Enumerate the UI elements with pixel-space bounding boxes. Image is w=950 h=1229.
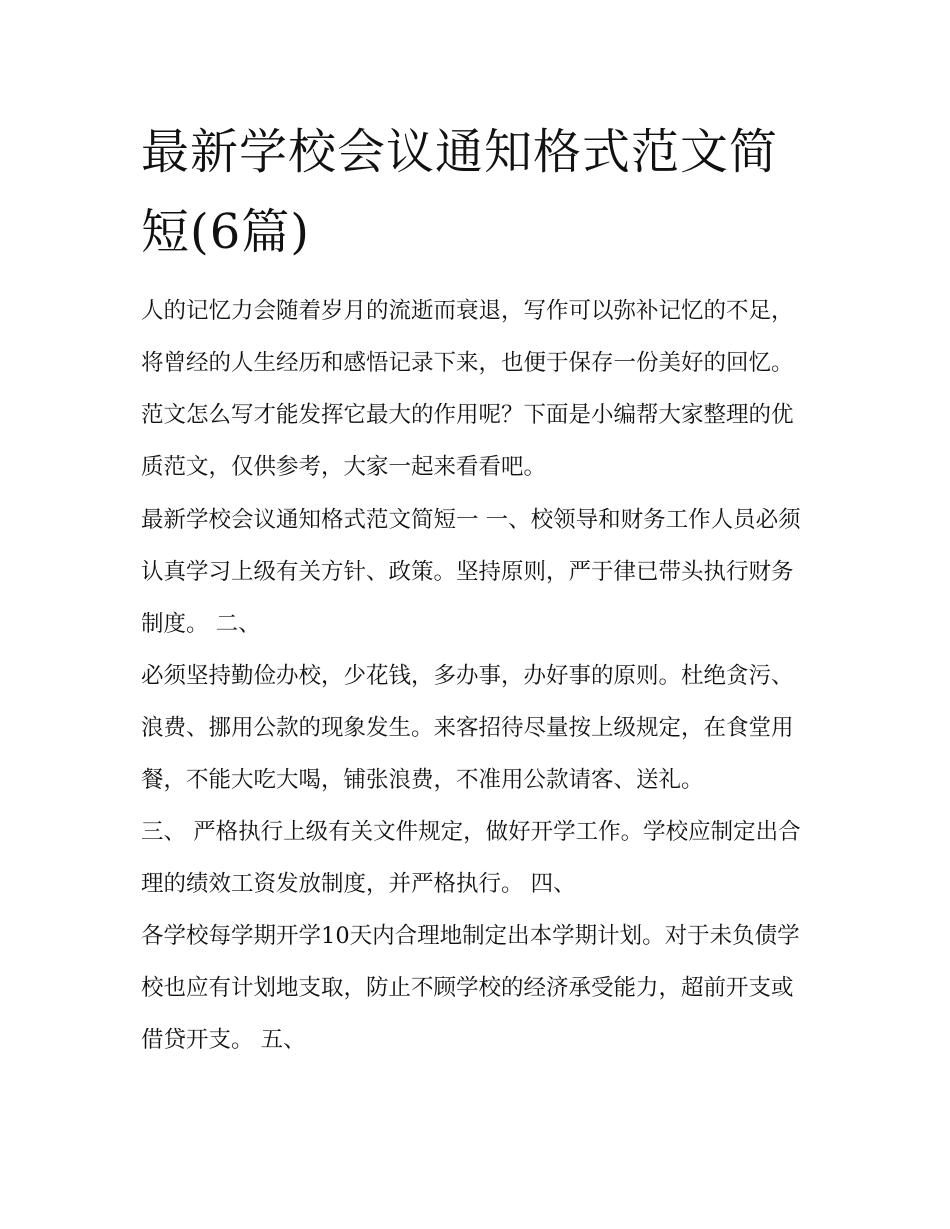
body-paragraph: 最新学校会议通知格式范文简短一 一、校领导和财务工作人员必须认真学习上级有关方针、政策。坚持原则，严于律已带头执行财务制度。 二、 [141, 507, 801, 637]
document-title: 最新学校会议通知格式范文简短(6篇) [141, 124, 779, 260]
body-paragraph: 必须坚持勤俭办校，少花钱，多办事，办好事的原则。杜绝贪污、浪费、挪用公款的现象发生。来客招待尽量按上级规定，在食堂用餐，不能大吃大喝，铺张浪费，不准用公款请客、送礼。 [141, 663, 794, 793]
body-paragraph: 各学校每学期开学10天内合理地制定出本学期计划。对于未负债学校也应有计划地支取，防止不顾学校的经济承受能力，超前开支或借贷开支。 五、 [141, 923, 800, 1053]
document-content [141, 112, 813, 1066]
body-paragraph: 三、 严格执行上级有关文件规定，做好开学工作。学校应制定出合理的绩效工资发放制度，并严格执行。 四、 [141, 819, 801, 897]
intro-paragraph: 人的记忆力会随着岁月的流逝而衰退，写作可以弥补记忆的不足，将曾经的人生经历和感悟记录下来，也便于保存一份美好的回忆。范文怎么写才能发挥它最大的作用呢？下面是小编帮大家整理的优质范文，仅供参考，大家一起来看看吧。 [141, 298, 794, 480]
